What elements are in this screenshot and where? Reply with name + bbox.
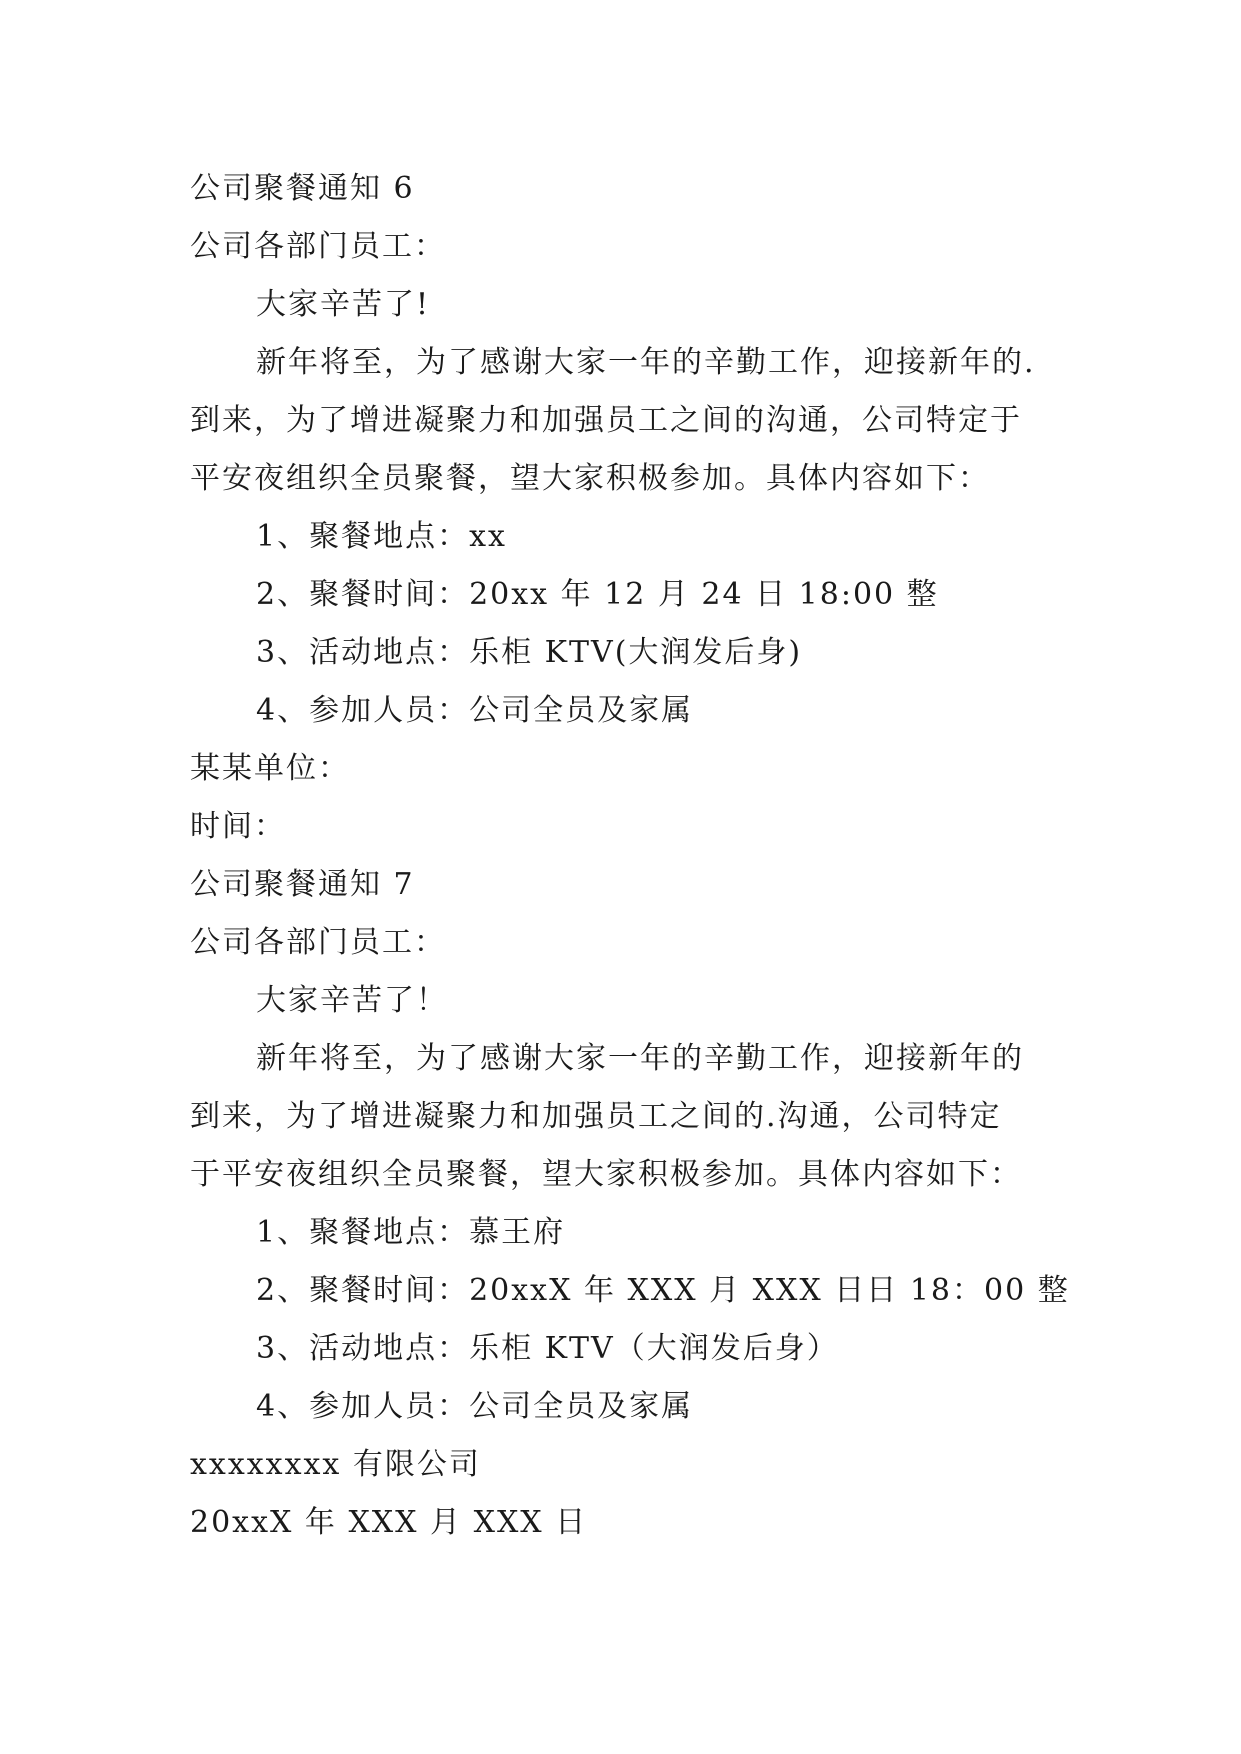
notice7-item-location: 1、聚餐地点：慕王府 <box>256 1215 566 1250</box>
notice6-item-activity: 3、活动地点：乐柜 KTV(大润发后身) <box>256 635 803 670</box>
notice7-title: 公司聚餐通知 7 <box>190 867 415 902</box>
notice7-item-attendees: 4、参加人员：公司全员及家属 <box>256 1389 694 1424</box>
notice7-item-time: 2、聚餐时间：20xxX 年 XXX 月 XXX 日日 18：00 整 <box>256 1273 1070 1308</box>
notice6-body-line: 到来，为了增进凝聚力和加强员工之间的沟通，公司特定于 <box>190 403 1022 438</box>
notice6-date: 时间： <box>190 809 286 844</box>
notice7-greeting: 大家辛苦了！ <box>256 983 448 1018</box>
notice6-signature: 某某单位： <box>190 751 350 786</box>
document-page <box>190 160 1070 1552</box>
notice6-item-attendees: 4、参加人员：公司全员及家属 <box>256 693 694 728</box>
notice6-title: 公司聚餐通知 6 <box>190 171 415 206</box>
notice7-body-line: 于平安夜组织全员聚餐，望大家积极参加。具体内容如下： <box>190 1157 1022 1192</box>
notice6-salutation: 公司各部门员工： <box>190 229 446 264</box>
notice6-item-location: 1、聚餐地点：xx <box>256 519 507 554</box>
notice7-item-activity: 3、活动地点：乐柜 KTV（大润发后身） <box>256 1331 839 1366</box>
notice6-body-line: 平安夜组织全员聚餐，望大家积极参加。具体内容如下： <box>190 461 990 496</box>
notice6-item-time: 2、聚餐时间：20xx 年 12 月 24 日 18:00 整 <box>256 577 939 612</box>
notice7-date: 20xxX 年 XXX 月 XXX 日 <box>190 1505 588 1540</box>
notice7-body-line: 新年将至，为了感谢大家一年的辛勤工作，迎接新年的 <box>256 1041 1024 1076</box>
notice7-body-line: 到来，为了增进凝聚力和加强员工之间的.沟通，公司特定 <box>190 1099 1002 1134</box>
notice7-salutation: 公司各部门员工： <box>190 925 446 960</box>
notice6-body-line: 新年将至，为了感谢大家一年的辛勤工作，迎接新年的. <box>256 345 1036 380</box>
notice7-signature: xxxxxxxx 有限公司 <box>190 1447 481 1482</box>
notice6-greeting: 大家辛苦了! <box>256 287 431 322</box>
